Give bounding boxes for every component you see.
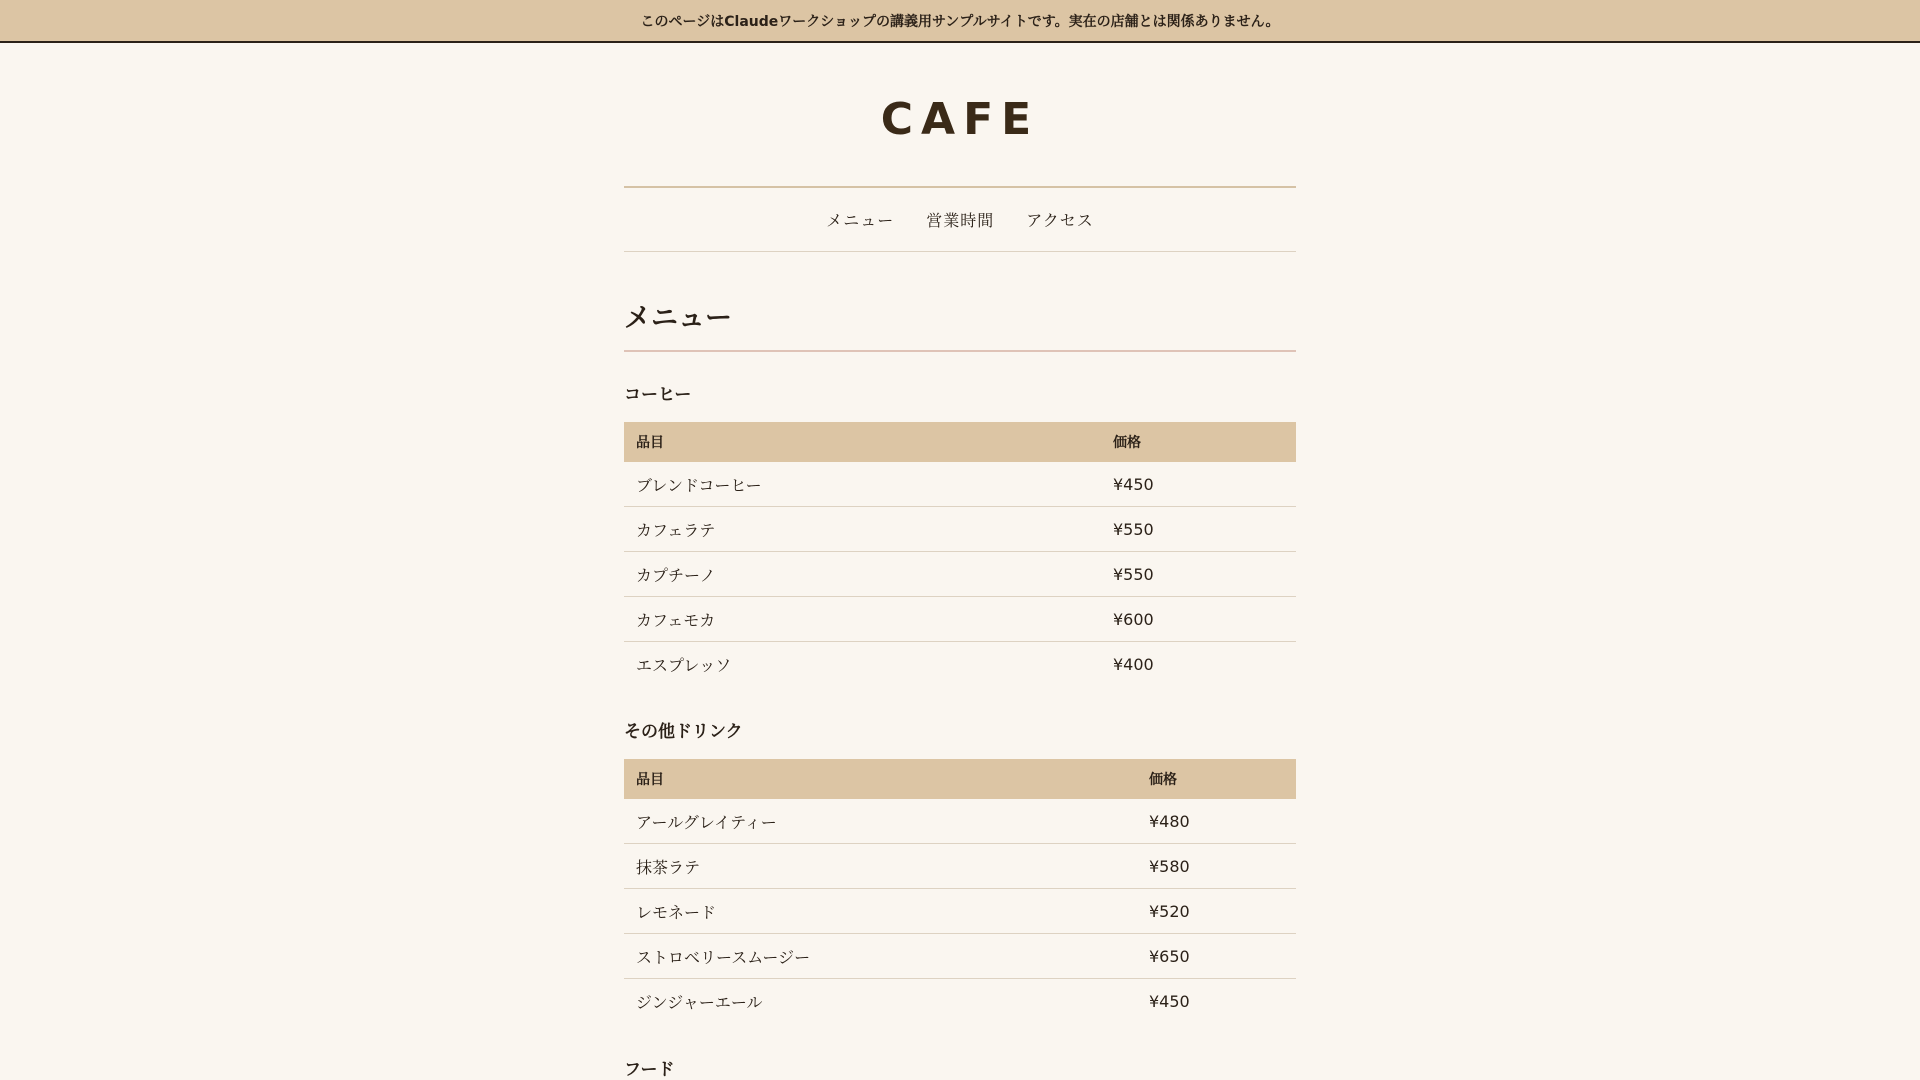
item-name: ジンジャーエール bbox=[636, 992, 763, 1012]
sample-site-notice-banner bbox=[0, 0, 1920, 43]
table-row bbox=[624, 979, 1296, 1024]
column-header-item: 品目 bbox=[624, 422, 1101, 462]
item-name: カプチーノ bbox=[624, 552, 1101, 597]
menu-section-title: メニュー bbox=[624, 252, 1296, 352]
item-price: ¥480 bbox=[1137, 799, 1296, 844]
table-row bbox=[624, 642, 1296, 687]
item-price: ¥550 bbox=[1101, 507, 1296, 552]
item-name: ブレンドコーヒー bbox=[624, 462, 1101, 507]
item-price: ¥450 bbox=[1101, 462, 1296, 507]
item-price: ¥400 bbox=[1113, 654, 1154, 674]
item-name: レモネード bbox=[624, 889, 1137, 934]
notice-text: このページはClaudeワークショップの講義用サンプルサイトです。実在の店舗とは関係ありません。 bbox=[640, 13, 1280, 30]
other-drinks-menu-table bbox=[624, 759, 1296, 1023]
item-name: アールグレイティー bbox=[624, 799, 1137, 844]
item-name: カフェモカ bbox=[624, 597, 1101, 642]
category-title-food: フード bbox=[624, 1060, 675, 1080]
nav-link-menu[interactable]: メニュー bbox=[826, 211, 895, 230]
site-title: CAFE bbox=[880, 94, 1040, 145]
category-title-other-drinks: その他ドリンク bbox=[624, 722, 743, 742]
item-price: ¥650 bbox=[1137, 934, 1296, 979]
table-row bbox=[624, 462, 1296, 507]
table-row bbox=[624, 934, 1296, 979]
table-header-row bbox=[624, 759, 1296, 799]
nav-link-access[interactable]: アクセス bbox=[1026, 211, 1094, 230]
page-container bbox=[624, 43, 1296, 1080]
table-header-row bbox=[624, 422, 1296, 462]
category-title-coffee: コーヒー bbox=[624, 385, 692, 405]
column-header-item: 品目 bbox=[624, 759, 1137, 799]
item-name: 抹茶ラテ bbox=[624, 844, 1137, 889]
item-price: ¥450 bbox=[1149, 991, 1190, 1011]
table-row bbox=[624, 889, 1296, 934]
item-price: ¥580 bbox=[1137, 844, 1296, 889]
column-header-price: 価格 bbox=[1101, 422, 1296, 462]
coffee-menu-table bbox=[624, 422, 1296, 686]
nav-link-hours[interactable]: 営業時間 bbox=[926, 211, 995, 230]
table-row bbox=[624, 597, 1296, 642]
main-navigation bbox=[624, 186, 1296, 252]
table-row bbox=[624, 507, 1296, 552]
item-price: ¥520 bbox=[1137, 889, 1296, 934]
item-name: ストロベリースムージー bbox=[624, 934, 1137, 979]
item-name: エスプレッソ bbox=[636, 655, 732, 675]
column-header-price: 価格 bbox=[1137, 759, 1296, 799]
table-row bbox=[624, 799, 1296, 844]
table-row bbox=[624, 844, 1296, 889]
table-row bbox=[624, 552, 1296, 597]
item-name: カフェラテ bbox=[624, 507, 1101, 552]
item-price: ¥550 bbox=[1101, 552, 1296, 597]
item-price: ¥600 bbox=[1101, 597, 1296, 642]
